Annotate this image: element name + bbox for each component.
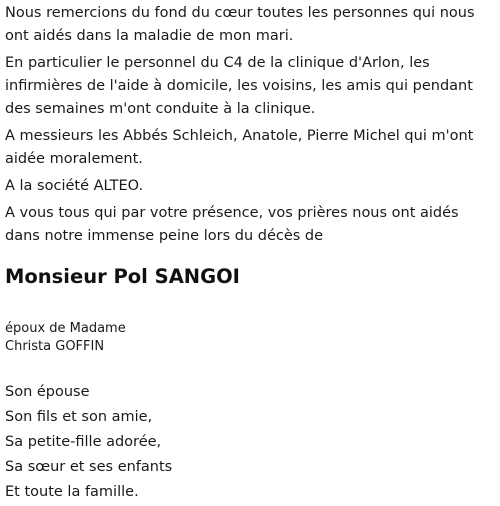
family-line: Et toute la famille. [5,484,139,500]
deceased-name: Monsieur Pol SANGOI [5,265,240,288]
thanks-paragraph: A vous tous qui par votre présence, vos prières nous ont aidés dans notre immense peine lors du décès de [5,205,459,244]
family-line: Sa sœur et ses enfants [5,459,173,475]
family-line: Son épouse [5,384,90,400]
spouse-name: Christa GOFFIN [5,339,105,354]
thanks-paragraph: A la société ALTEO. [5,178,144,194]
spouse-block [5,320,497,356]
thanks-paragraph: A messieurs les Abbés Schleich, Anatole, Pierre Michel qui m'ont aidée moralement. [5,128,474,167]
thanks-paragraph: Nous remercions du fond du cœur toutes les personnes qui nous ont aidés dans la maladie de mon mari. [5,5,475,44]
family-list [5,381,497,504]
obituary-thanks-notice [5,2,497,506]
family-line: Son fils et son amie, [5,409,153,425]
spouse-line: époux de Madame [5,321,126,336]
thanks-paragraph: En particulier le personnel du C4 de la clinique d'Arlon, les infirmières de l'aide à domicile, les voisins, les amis qui pendant des semaines m'ont conduite à la clinique. [5,55,473,117]
family-line: Sa petite-fille adorée, [5,434,162,450]
